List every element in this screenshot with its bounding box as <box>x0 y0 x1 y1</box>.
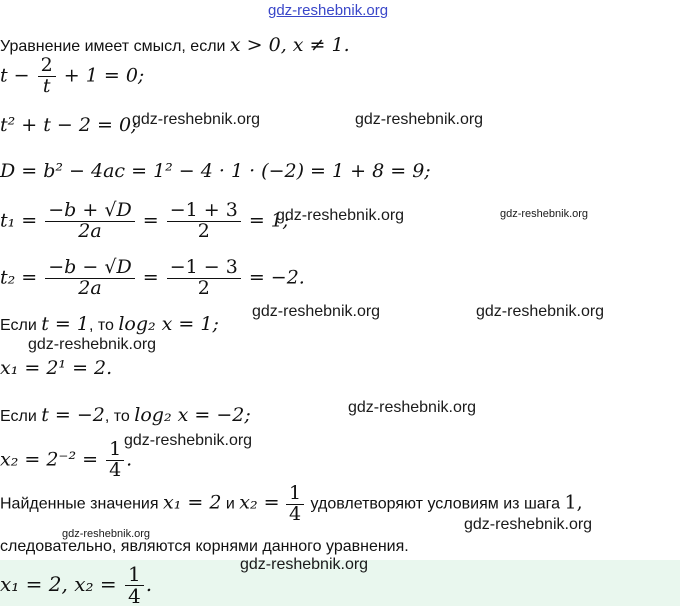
watermark: gdz-reshebnik.org <box>240 556 369 573</box>
fraction-formula: $\frac{-b - √D}{2a}$ <box>45 258 134 299</box>
fraction-one-quarter: $\frac{1}{4}$ <box>286 484 304 525</box>
x1-value: x₁ = 2¹ = 2. <box>0 357 113 379</box>
watermark-link[interactable]: gdz-reshebnik.org <box>268 2 389 19</box>
watermark: gdz-reshebnik.org <box>476 303 605 320</box>
watermark: gdz-reshebnik.org <box>276 207 405 224</box>
fraction-2-over-t: $\frac{2}{t}$ <box>38 56 56 97</box>
final-answer: x₁ = 2, x₂ = $\frac{1}{4}$ . <box>0 562 153 608</box>
case-t2: Если t = −2, то log₂ x = −2; <box>0 404 251 426</box>
fraction-one-quarter: $\frac{1}{4}$ <box>106 440 124 481</box>
watermark: gdz-reshebnik.org <box>464 516 593 533</box>
watermark: gdz-reshebnik.org <box>252 303 381 320</box>
quadratic-equation: t² + t − 2 = 0; <box>0 114 138 136</box>
watermark: gdz-reshebnik.org <box>62 528 151 540</box>
domain-text: Уравнение имеет смысл, если <box>0 38 226 55</box>
x2-value: x₂ = 2⁻² = $\frac{1}{4}$ . <box>0 438 133 481</box>
fraction-value: $\frac{-1 - 3}{2}$ <box>167 258 241 299</box>
watermark: gdz-reshebnik.org <box>348 399 477 416</box>
case-t1: Если t = 1, то log₂ x = 1; <box>0 313 219 335</box>
watermark: gdz-reshebnik.org <box>28 336 157 353</box>
root-t2: t₂ = $\frac{-b - √D}{2a}$ = $\frac{-1 - 3}{2}$ = −2. <box>0 256 305 299</box>
equation-substituted: t − $\frac{2}{t}$ + 1 = 0; <box>0 54 145 97</box>
watermark: gdz-reshebnik.org <box>355 111 484 128</box>
domain-math: x > 0, x ≠ 1. <box>229 34 350 56</box>
conclusion-line1: Найденные значения x₁ = 2 и x₂ = $\frac{1}{4}$ удовлетворяют условиям из шага 1, <box>0 482 583 525</box>
fraction-formula: $\frac{-b + √D}{2a}$ <box>45 201 134 242</box>
watermark: gdz-reshebnik.org <box>500 208 589 220</box>
domain-condition <box>0 34 350 56</box>
root-t1: t₁ = $\frac{-b + √D}{2a}$ = $\frac{-1 + 3}{2}$ = 1; <box>0 199 290 242</box>
discriminant: D = b² − 4ac = 1² − 4 · 1 · (−2) = 1 + 8 = 9; <box>0 160 431 182</box>
watermark: gdz-reshebnik.org <box>124 432 253 449</box>
fraction-value: $\frac{-1 + 3}{2}$ <box>167 201 241 242</box>
watermark: gdz-reshebnik.org <box>132 111 261 128</box>
fraction-one-quarter: $\frac{1}{4}$ <box>125 564 144 607</box>
conclusion-line2: следовательно, являются корнями данного уравнения. <box>0 538 409 555</box>
